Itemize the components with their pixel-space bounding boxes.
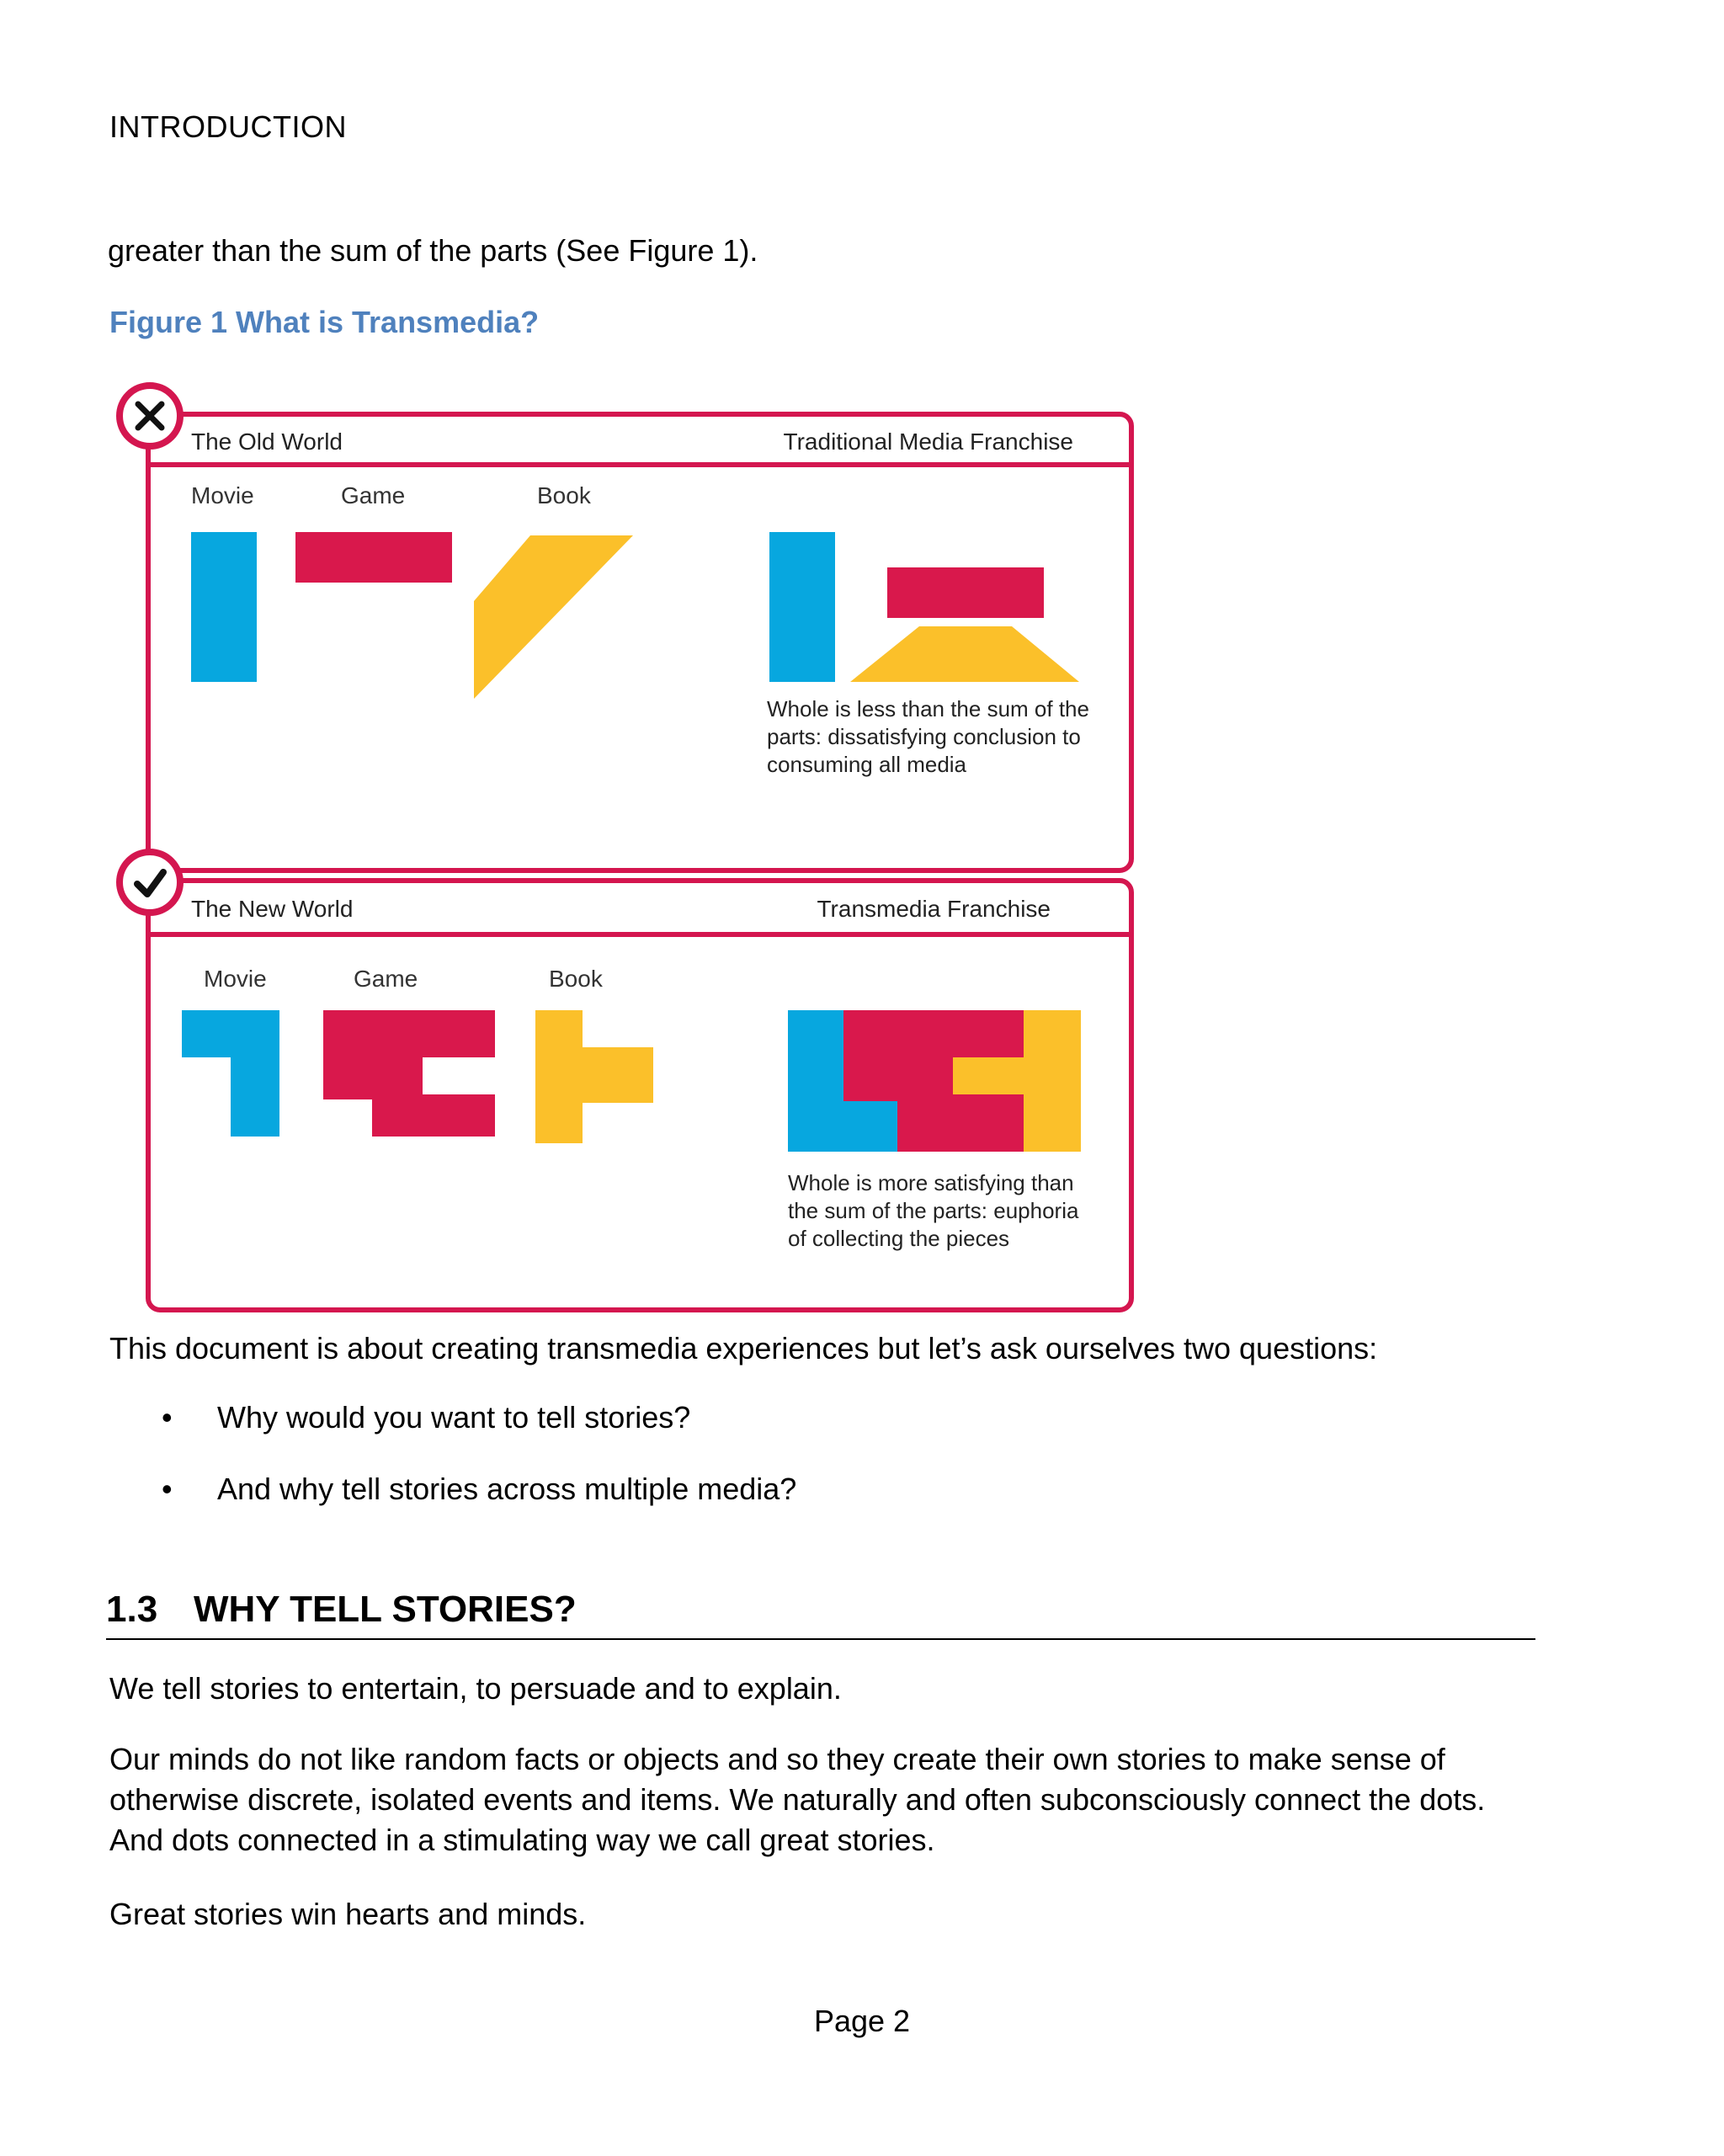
new-world-book-piece	[535, 1010, 653, 1143]
new-world-description-line-3: of collecting the pieces	[788, 1226, 1010, 1251]
paragraph-2-line-3: And dots connected in a stimulating way we call great stories.	[109, 1823, 935, 1857]
new-world-right-title: Transmedia Franchise	[817, 896, 1051, 922]
section-title: WHY TELL STORIES?	[194, 1589, 577, 1630]
bullet-icon: •	[162, 1400, 173, 1435]
old-world-panel	[120, 386, 1131, 870]
old-world-book-label: Book	[537, 482, 591, 508]
old-world-book-piece	[474, 535, 633, 699]
bullet-icon: •	[162, 1472, 173, 1506]
section-number: 1.3	[106, 1589, 158, 1630]
running-header: INTRODUCTION	[109, 109, 347, 144]
new-world-movie-piece	[182, 1010, 279, 1137]
new-world-book-label: Book	[549, 966, 603, 992]
new-world-description-line-1: Whole is more satisfying than	[788, 1170, 1074, 1195]
list-item-text: And why tell stories across multiple media?	[217, 1472, 797, 1506]
old-world-combined-game	[887, 567, 1044, 618]
paragraph-2-line-2: otherwise discrete, isolated events and items. We naturally and often subconsciously connect the dots.	[109, 1782, 1486, 1817]
old-world-right-title: Traditional Media Franchise	[783, 429, 1073, 455]
old-world-title: The Old World	[191, 429, 343, 455]
lead-paragraph: This document is about creating transmedia experiences but let’s ask ourselves two questions:	[109, 1331, 1378, 1365]
old-world-combined-movie	[769, 532, 835, 682]
old-world-game-piece	[295, 532, 452, 583]
paragraph-2	[109, 1739, 1485, 1861]
new-world-panel	[120, 852, 1131, 1310]
new-world-title: The New World	[191, 896, 354, 922]
new-world-description	[788, 1170, 1085, 1251]
check-mark-icon	[120, 852, 180, 913]
old-world-movie-piece	[191, 532, 257, 682]
section-heading	[106, 1581, 1535, 1640]
new-world-game-piece	[323, 1010, 495, 1137]
paragraph-1: We tell stories to entertain, to persuade and to explain.	[109, 1671, 842, 1706]
paragraph-2-line-1: Our minds do not like random facts or objects and so they create their own stories to make sense of	[109, 1742, 1445, 1776]
old-world-game-label: Game	[341, 482, 406, 508]
old-world-movie-label: Movie	[191, 482, 254, 508]
old-world-description-line-3: consuming all media	[767, 752, 967, 777]
old-world-combined-book	[850, 626, 1079, 682]
paragraph-3: Great stories win hearts and minds.	[109, 1897, 587, 1931]
transmedia-figure	[109, 377, 1162, 1320]
list-item-text: Why would you want to tell stories?	[217, 1400, 691, 1435]
old-world-description-line-2: parts: dissatisfying conclusion to	[767, 724, 1081, 749]
intro-continued-text: greater than the sum of the parts (See Figure 1).	[108, 233, 758, 268]
page-number: Page 2	[813, 2004, 911, 2038]
old-world-description	[767, 696, 1095, 777]
figure-caption: Figure 1 What is Transmedia?	[109, 305, 540, 339]
new-world-movie-label: Movie	[204, 966, 267, 992]
new-world-game-label: Game	[354, 966, 418, 992]
old-world-description-line-1: Whole is less than the sum of the	[767, 696, 1089, 721]
new-world-description-line-2: the sum of the parts: euphoria	[788, 1198, 1079, 1223]
